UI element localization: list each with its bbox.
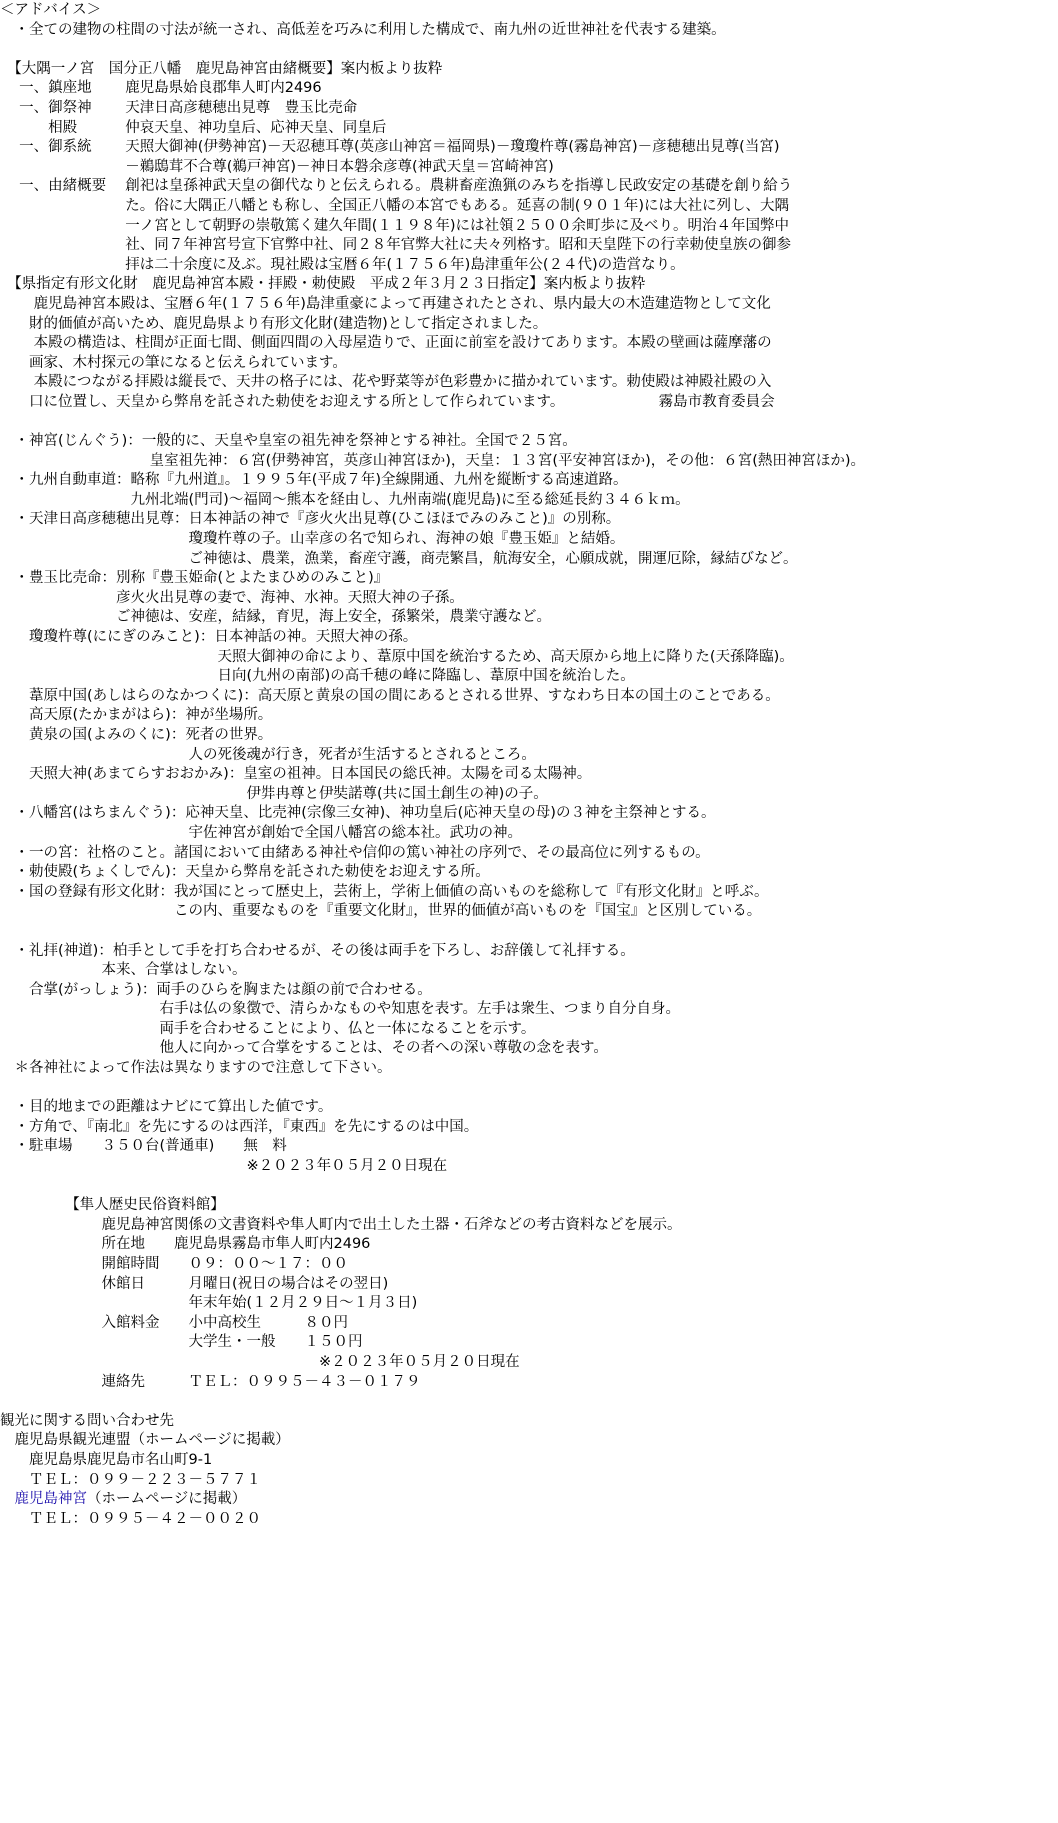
text-line: 鹿児島県鹿児島市名山町9-1 bbox=[0, 1451, 213, 1468]
text-line: ・国の登録有形文化財：我が国にとって歴史上，芸術上，学術上価値の高いものを総称して『有形文化財』と呼ぶ。 bbox=[0, 883, 769, 900]
text-line: 黄泉の国(よみのくに)：死者の世界。 bbox=[0, 726, 273, 743]
text-line: 日向(九州の南部)の高千穂の峰に降臨し、葦原中国を統治した。 bbox=[0, 668, 635, 685]
text-line: ・勅使殿(ちょくしでん)：天皇から弊帛を託された勅使をお迎えする所。 bbox=[0, 864, 490, 881]
contact-section bbox=[0, 1392, 1058, 1490]
jingu-homepage-note: （ホームページに掲載） bbox=[87, 1491, 247, 1508]
text-line: ・全ての建物の柱間の寸法が統一され、高低差を巧みに利用した構成で、南九州の近世神社を代表する建築。 bbox=[0, 21, 726, 38]
manners-section bbox=[0, 922, 1058, 1079]
museum-section bbox=[0, 1177, 1058, 1393]
text-line: 瓊瓊杵尊(ににぎのみこと)：日本神話の神。天照大神の孫。 bbox=[0, 629, 418, 645]
text-line: 伊弉冉尊と伊奘諾尊(共に国土創生の神)の子。 bbox=[0, 785, 548, 802]
text-line: ご神徳は、安産，結縁，育児，海上安全，孫繁栄，農業守護など。 bbox=[0, 609, 551, 626]
cultural-property-section bbox=[0, 275, 1058, 412]
text-line: －鵜鴟茸不合尊(鵜戸神宮)－神日本磐余彦尊(神武天皇＝宮崎神宮) bbox=[0, 158, 554, 175]
text-line: 九州北端(門司)～福岡～熊本を経由し、九州南端(鹿児島)に至る総延長約３４６ｋｍ。 bbox=[0, 491, 690, 508]
text-line: た。俗に大隅正八幡とも称し、全国正八幡の本宮でもある。延喜の制(９０１年)には大社に列し、大隅 bbox=[0, 197, 790, 214]
text-line: ・九州自動車道：略称『九州道』。１９９５年(平成７年)全線開通、九州を縦断する高速道路。 bbox=[0, 472, 628, 489]
jingu-contact-line bbox=[0, 1490, 1058, 1510]
text-line: 合掌(がっしょう)：両手のひらを胸または顔の前で合わせる。 bbox=[0, 981, 432, 998]
blank-line bbox=[0, 922, 1058, 942]
blank-line bbox=[0, 40, 1058, 60]
text-line: 本殿につながる拝殿は縦長で、天井の格子には、花や野菜等が色彩豊かに描かれています。勅使殿は神殿社殿の入 bbox=[0, 374, 772, 391]
text-line: 宇佐神宮が創始で全国八幡宮の総本社。武功の神。 bbox=[0, 824, 522, 841]
blank-line bbox=[0, 1177, 1058, 1197]
text-line: ※２０２３年０５月２０日現在 bbox=[0, 1353, 520, 1370]
text-line: ・八幡宮(はちまんぐう)：応神天皇、比売神(宗像三女神)、神功皇后(応神天皇の母)の３神を主祭神とする。 bbox=[0, 805, 716, 822]
text-line: ・神宮(じんぐう)：一般的に、天皇や皇室の祖先神を祭神とする神社。全国で２５宮。 bbox=[0, 433, 577, 450]
text-line: 一、御系統 天照大御神(伊勢神宮)－天忍穂耳尊(英彦山神宮＝福岡県)－瓊瓊杵尊(霧島神宮)－彦穂穂出見尊(当宮) bbox=[0, 139, 780, 156]
text-line: 他人に向かって合掌をすることは、その者への深い尊敬の念を表す。 bbox=[0, 1040, 608, 1057]
text-line: ・目的地までの距離はナビにて算出した値です。 bbox=[0, 1099, 333, 1116]
jingu-tel: ＴＥＬ：０９９５－４２－００２０ bbox=[0, 1510, 261, 1527]
text-line: 年末年始(１２月２９日～１月３日) bbox=[0, 1295, 418, 1312]
text-line: 社、同７年神宮号宣下官弊中社、同２８年官弊大社に夫々列格す。昭和天皇陛下の行幸勅使皇族の御参 bbox=[0, 237, 792, 254]
text-line: ・天津日高彦穂穂出見尊：日本神話の神で『彦火火出見尊(ひこほほでみのみこと)』の別称。 bbox=[0, 511, 621, 528]
text-line: 一、由緒概要 創祀は皇孫神武天皇の御代なりと伝えられる。農耕畜産漁猟のみちを指導し民政安定の基礎を創り給う bbox=[0, 178, 793, 195]
text-line: 高天原(たかまがはら)：神が坐場所。 bbox=[0, 707, 273, 724]
text-line: 鹿児島県観光連盟（ホームページに掲載） bbox=[0, 1432, 290, 1449]
text-line: この内、重要なものを『重要文化財』，世界的価値が高いものを『国宝』と区別している。 bbox=[0, 903, 762, 920]
text-line: 連絡先 ＴＥＬ：０９９５－４３－０１７９ bbox=[0, 1373, 421, 1390]
text-line: 【隼人歴史民俗資料館】 bbox=[0, 1197, 225, 1214]
text-line: 皇室祖先神：６宮(伊勢神宮，英彦山神宮ほか)，天皇：１３宮(平安神宮ほか)，その他：６宮(熱田神宮ほか)。 bbox=[0, 452, 866, 469]
text-line: ・豊玉比売命：別称『豊玉姫命(とよたまひめのみこと)』 bbox=[0, 570, 389, 587]
text-line: 瓊瓊杵尊の子。山幸彦の名で知られ、海神の娘『豊玉姫』と結婚。 bbox=[0, 531, 625, 548]
text-line: 鹿児島神宮本殿は、宝暦６年(１７５６年)島津重豪によって再建されたとされ、県内最大の木造建造物として文化 bbox=[0, 295, 771, 312]
blank-line bbox=[0, 412, 1058, 432]
notes-section bbox=[0, 1079, 1058, 1177]
advice-heading: ＜アドバイス＞ bbox=[0, 2, 102, 18]
text-line: 大学生・一般 １５０円 bbox=[0, 1334, 363, 1351]
text-line: 天照大御神の命により、葦原中国を統治するため、高天原から地上に降りた(天孫降臨)。 bbox=[0, 648, 794, 665]
text-line: ※２０２３年０５月２０日現在 bbox=[0, 1158, 448, 1175]
text-line: ・一の宮：社格のこと。諸国において由緒ある神社や信仰の篤い神社の序列で、その最高位に列するもの。 bbox=[0, 844, 710, 861]
text-line: 入館料金 小中高校生 ８０円 bbox=[0, 1314, 348, 1331]
glossary-section bbox=[0, 412, 1058, 921]
text-line: 口に位置し、天皇から弊帛を託された勅使をお迎えする所として作られています。 霧島市教育委員会 bbox=[0, 393, 775, 410]
text-line: ご神徳は、農業，漁業，畜産守護，商売繁昌，航海安全，心願成就，開運厄除，縁結びなど。 bbox=[0, 550, 798, 567]
text-line: 拝は二十余度に及ぶ。現社殿は宝暦６年(１７５６年)島津重年公(２４代)の造営なり。 bbox=[0, 256, 685, 273]
shrine-summary-section bbox=[0, 40, 1058, 275]
text-line: 一、御祭神 天津日高彦穂穂出見尊 豊玉比売命 bbox=[0, 99, 358, 116]
kagoshima-jingu-link[interactable]: 鹿児島神宮 bbox=[14, 1491, 87, 1508]
text-line: 相殿 仲哀天皇、神功皇后、応神天皇、同皇后 bbox=[0, 119, 387, 136]
text-line: 本来、合掌はしない。 bbox=[0, 962, 247, 979]
text-line: 葦原中国(あしはらのなかつくに)：高天原と黄泉の国の間にあるとされる世界、すなわち日本の国土のことである。 bbox=[0, 687, 780, 704]
text-line: 開館時間 ０９：００～１７：００ bbox=[0, 1256, 348, 1272]
text-line: 一、鎮座地 鹿児島県姶良郡隼人町内2496 bbox=[0, 80, 322, 97]
blank-line bbox=[0, 1079, 1058, 1099]
text-line: 両手を合わせることにより、仏と一体になることを示す。 bbox=[0, 1020, 536, 1037]
text-line: 画家、木村探元の筆になると伝えられています。 bbox=[0, 354, 347, 371]
text-line: 一ノ宮として朝野の崇敬篤く建久年間(１１９８年)には社領２５００余町歩に及べり。明治４年国弊中 bbox=[0, 217, 790, 234]
text-line: 財的価値が高いため、鹿児島県より有形文化財(建造物)として指定されました。 bbox=[0, 315, 548, 332]
text-line: ＊各神社によって作法は異なりますので注意して下さい。 bbox=[0, 1060, 392, 1077]
text-line: ・駐車場 ３５０台(普通車) 無 料 bbox=[0, 1138, 287, 1155]
text-line: 観光に関する問い合わせ先 bbox=[0, 1412, 174, 1429]
text-line: 彦火火出見尊の妻で、海神、水神。天照大神の子孫。 bbox=[0, 589, 464, 606]
text-line: ・方角で、『南北』を先にするのは西洋，『東西』を先にするのは中国。 bbox=[0, 1118, 479, 1135]
text-line: 天照大神(あまてらすおおかみ)：皇室の祖神。日本国民の総氏神。太陽を司る太陽神。 bbox=[0, 766, 592, 783]
text-line: 人の死後魂が行き，死者が生活するとされるところ。 bbox=[0, 746, 536, 763]
text-line: 鹿児島神宮関係の文書資料や隼人町内で出土した土器・石斧などの考古資料などを展示。 bbox=[0, 1216, 682, 1233]
text-line: 【県指定有形文化財 鹿児島神宮本殿・拝殿・勅使殿 平成２年３月２３日指定】案内板より抜粋 bbox=[0, 276, 646, 293]
text-line: 【大隅一ノ宮 国分正八幡 鹿児島神宮由緒概要】案内板より抜粋 bbox=[0, 60, 443, 77]
text-line: ＴＥＬ：０９９－２２３－５７７１ bbox=[0, 1471, 261, 1488]
text-line: 休館日 月曜日(祝日の場合はその翌日) bbox=[0, 1275, 389, 1292]
text-line: 本殿の構造は、柱間が正面七間、側面四間の入母屋造りで、正面に前室を設けてあります。本殿の壁画は薩摩藩の bbox=[0, 335, 772, 352]
jingu-prefix bbox=[0, 1491, 15, 1507]
text-line: 右手は仏の象徴で、清らかなものや知恵を表す。左手は衆生、つまり自分自身。 bbox=[0, 1001, 681, 1018]
text-line: ・礼拝(神道)：柏手として手を打ち合わせるが、その後は両手を下ろし、お辞儀して礼拝する。 bbox=[0, 942, 635, 959]
blank-line bbox=[0, 1392, 1058, 1412]
advice-section bbox=[0, 21, 1058, 41]
text-line: 所在地 鹿児島県霧島市隼人町内2496 bbox=[0, 1236, 371, 1253]
